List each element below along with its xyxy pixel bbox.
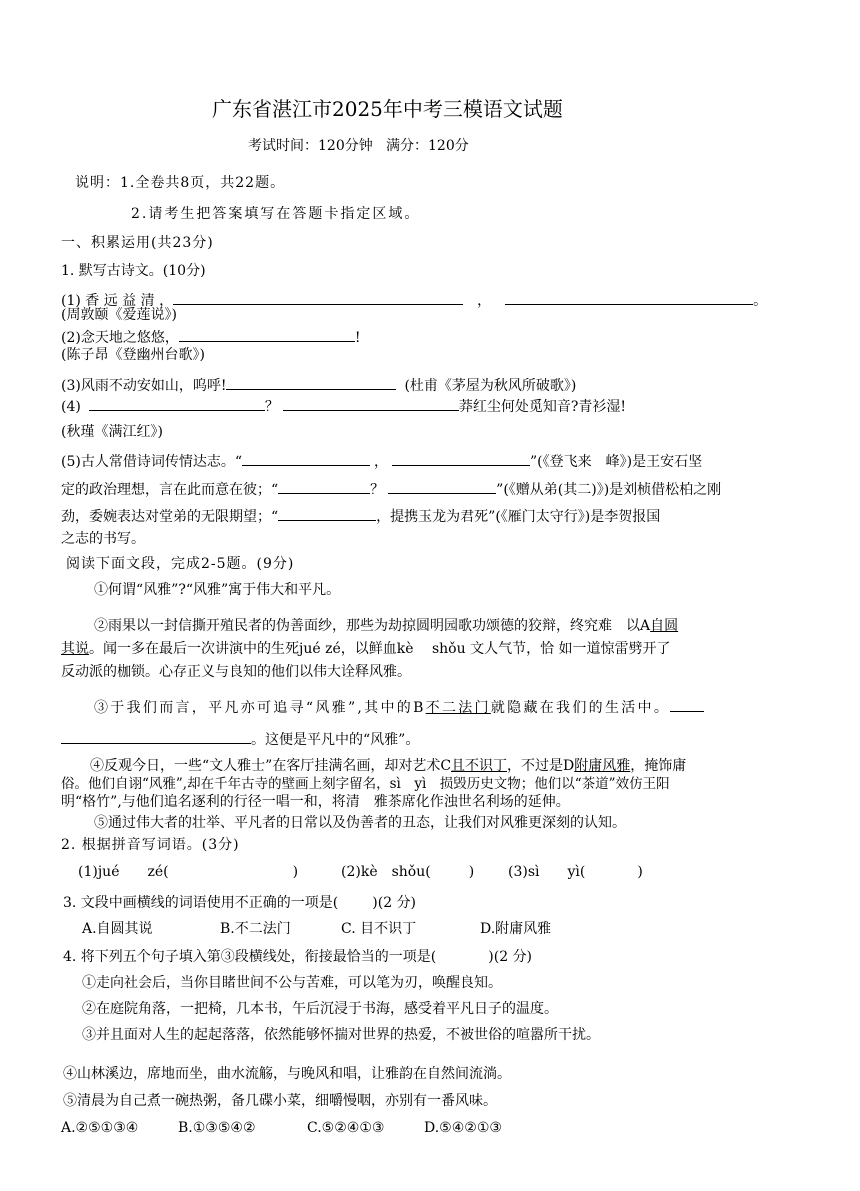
paragraph-2-line3: 反动派的枷锁。心存正义与良知的他们以伟大诠释风雅。: [61, 664, 411, 680]
answer-blank[interactable]: [173, 290, 463, 305]
q4-sentence-4: ④山林溪边，席地而坐，曲水流觞，与晚风和唱，让雅韵在自然间流淌。: [63, 1066, 511, 1082]
answer-blank[interactable]: [392, 451, 530, 466]
q2-item-a: (1)jué zé( ): [78, 864, 299, 880]
paragraph-3-line2: 。这便是平凡中的“风雅”。: [61, 729, 419, 749]
q3-option-c[interactable]: C. 目不识丁: [341, 921, 417, 937]
answer-blank[interactable]: [61, 729, 251, 744]
instruction-1: 说明：1.全卷共8页，共22题。: [75, 175, 286, 191]
instruction-2: 2.请考生把答案填写在答题卡指定区域。: [131, 206, 421, 222]
q1-item-5-line3: 劲，委婉表达对堂弟的无限期望；“ ，提携玉龙为君死”(《雁门太守行》)是李贺报国: [61, 506, 660, 526]
answer-blank[interactable]: [283, 396, 459, 411]
reading-intro: 阅读下面文段，完成2-5题。(9分): [66, 556, 295, 572]
paragraph-4-line2: 俗。他们自诩“风雅”,却在千年古寺的壁画上刻字留名，sì yì 损毁历史文物；他们以“茶道”效仿王阳: [61, 776, 670, 792]
paragraph-4-line1: ④反观今日，一些“文人雅士”在客厅挂满名画，却对艺术C且不识丁，不过是D附庸风雅，掩饰庸: [90, 758, 687, 774]
q4-title: 4. 将下列五个句子填入第③段横线处，衔接最恰当的一项是( )(2 分): [63, 949, 533, 965]
q4-sentence-2: ②在庭院角落，一把椅，几本书，午后沉浸于书海，感受着平凡日子的温度。: [82, 1001, 558, 1017]
underlined-term-c: 且不识丁: [451, 758, 508, 774]
q4-sentence-1: ①走向社会后，当你目睹世间不公与苦难，可以笔为刃，唤醒良知。: [82, 975, 502, 991]
q2-item-c: (3)sì yì( ): [508, 864, 643, 880]
q4-option-b[interactable]: B.①③⑤④②: [178, 1120, 256, 1136]
paragraph-5: ⑤通过伟大者的壮举、平凡者的日常以及伪善者的丑态，让我们对风雅更深刻的认知。: [94, 815, 626, 831]
q1-item-1-source: (周敦颐《爱莲说》): [61, 307, 177, 323]
paragraph-1: ①何谓“风雅”?“风雅”寓于伟大和平凡。: [94, 582, 341, 598]
paragraph-4-line3: 明“格竹”,与他们追名逐利的行径一唱一和，将清 雅茶席化作浊世名利场的延伸。: [61, 794, 570, 810]
answer-blank[interactable]: [278, 506, 376, 521]
q4-option-c[interactable]: C.⑤②④①③: [307, 1120, 385, 1136]
answer-blank[interactable]: [89, 396, 265, 411]
paragraph-2-line2: 其说。闻一多在最后一次讲演中的生死jué zé，以鲜血kè shǒu 文人气节，恰 如一道惊雷劈开了: [61, 641, 671, 657]
answer-blank[interactable]: [278, 479, 370, 494]
q1-item-5-line2: 定的政治理想，言在此而意在彼；“ ？ ”(《赠从弟(其二)》)是刘桢借松柏之刚: [61, 479, 721, 499]
q4-sentence-3: ③并且面对人生的起起落落，依然能够怀揣对世界的热爱，不被世俗的喧嚣所干扰。: [82, 1027, 600, 1043]
q1-item-1: (1) 香 远 益 清 ， ， 。: [61, 290, 767, 310]
underlined-term-d: 附庸风雅: [574, 758, 631, 774]
underlined-term-a: 自圆: [650, 618, 679, 634]
q4-sentence-5: ⑤清晨为自己煮一碗热粥，备几碟小菜，细嚼慢咽，亦别有一番风味。: [63, 1093, 497, 1109]
q1-item-5-line4: 之志的书写。: [61, 531, 145, 547]
q3-option-d[interactable]: D.附庸风雅: [480, 921, 552, 937]
q1-item-4-source: (秋瑾《满江红》): [61, 424, 163, 440]
q3-option-a[interactable]: A.自圆其说: [82, 921, 153, 937]
q2-title: 2. 根据拼音写词语。(3分): [61, 837, 240, 853]
underlined-term-b: 不二法门: [425, 700, 491, 716]
answer-blank[interactable]: [226, 375, 396, 390]
q3-title: 3. 文段中画横线的词语使用不正确的一项是( )(2 分): [63, 895, 417, 911]
paragraph-3-line1: ③于我们而言，平凡亦可追寻“风雅”,其中的B不二法门就隐藏在我们的生活中。: [94, 697, 704, 717]
q1-item-2: (2)念天地之悠悠， !: [61, 327, 360, 347]
answer-blank[interactable]: [388, 479, 496, 494]
paragraph-2-line1: ②雨果以一封信撕开殖民者的伪善面纱，那些为劫掠圆明园歌功颂德的狡辩，终究难 以A自圆: [94, 618, 679, 634]
exam-time: 考试时间：120分钟: [248, 138, 373, 154]
q1-item-3: (3)风雨不动安如山，呜呼! (杜甫《茅屋为秋风所破歌》): [61, 375, 576, 395]
answer-blank[interactable]: [242, 451, 370, 466]
q4-option-a[interactable]: A.②⑤①③④: [61, 1120, 139, 1136]
section-heading: 一、积累运用(共23分): [61, 235, 214, 251]
q1-item-4: (4) ？ 莽红尘何处觅知音?青衫湿!: [61, 396, 626, 416]
q1-item-5-line1: (5)古人常借诗词传情达志。“ ， ”(《登飞来 峰》)是王安石坚: [61, 451, 702, 471]
exam-score: 满分：120分: [386, 138, 469, 154]
underlined-term-a-cont: 其说: [61, 641, 89, 657]
answer-blank[interactable]: [179, 327, 355, 342]
q1-title: 1. 默写古诗文。(10分): [61, 263, 206, 279]
q3-option-b[interactable]: B.不二法门: [220, 921, 291, 937]
q2-item-b: (2)kè shǒu( ): [341, 864, 475, 880]
q1-item-2-source: (陈子昂《登幽州台歌》): [61, 347, 205, 363]
answer-blank[interactable]: [505, 290, 753, 305]
answer-blank[interactable]: [670, 697, 704, 712]
page-title: 广东省湛江市2025年中考三模语文试题: [212, 97, 563, 121]
q4-option-d[interactable]: D.⑤④②①③: [424, 1120, 502, 1136]
